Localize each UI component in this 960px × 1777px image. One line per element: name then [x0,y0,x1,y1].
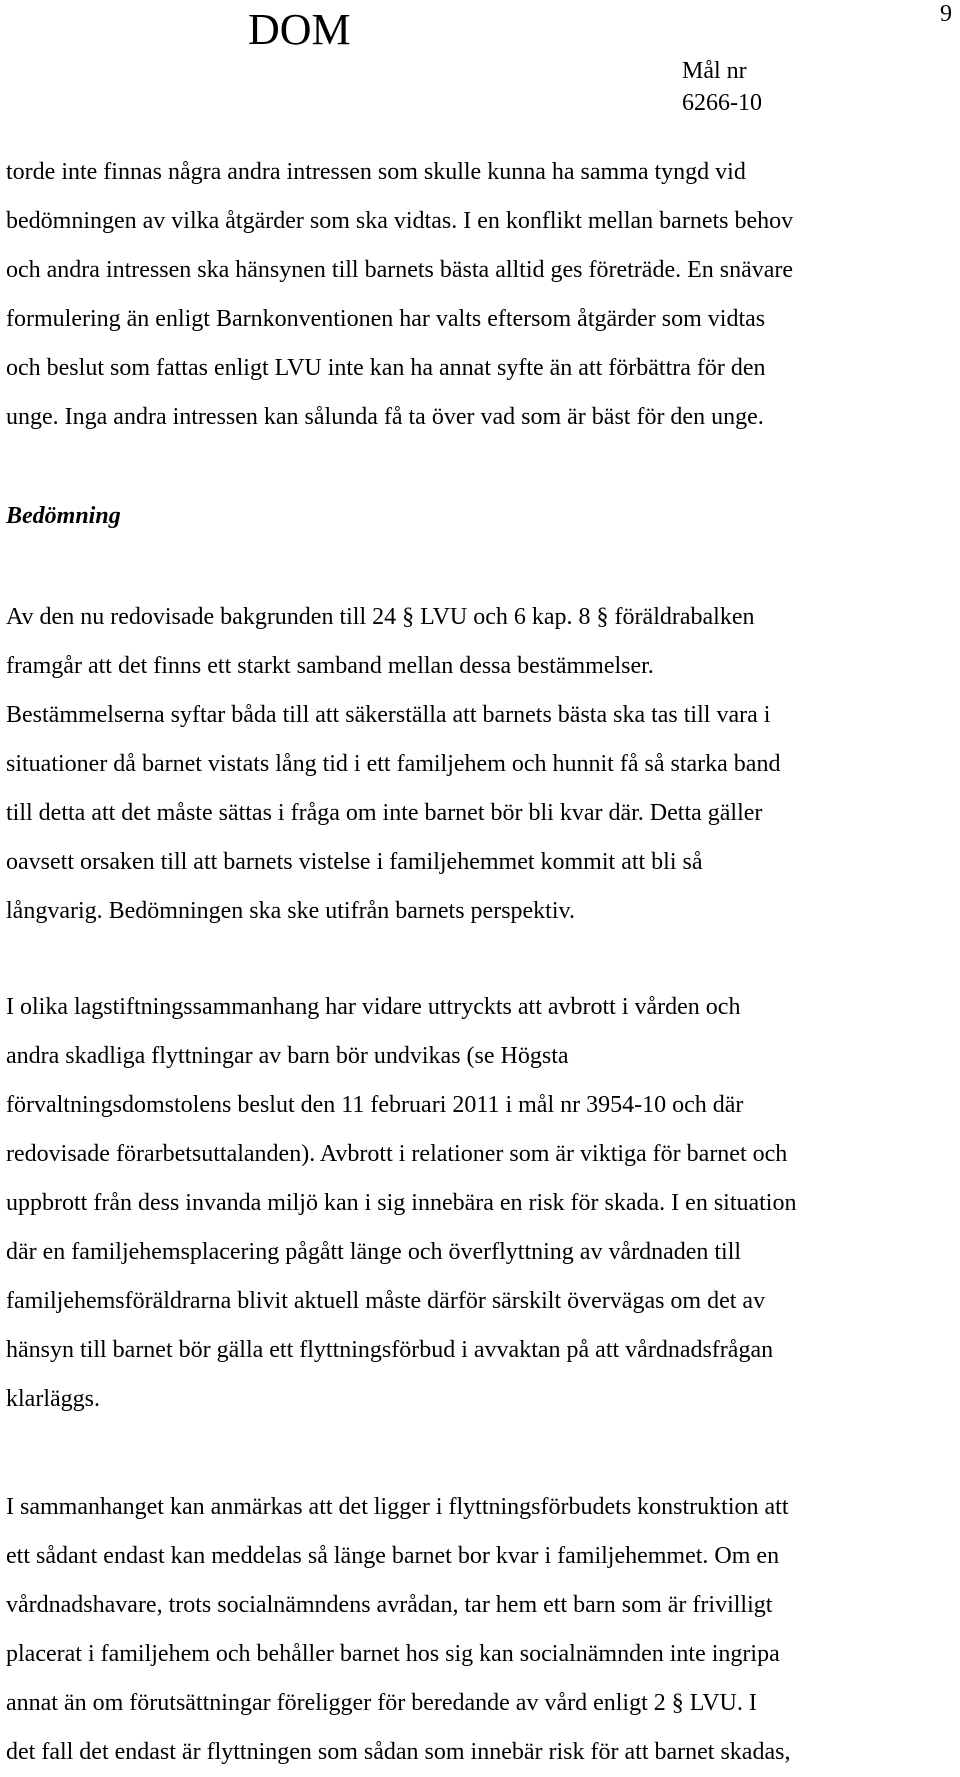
text-line: långvarig. Bedömningen ska ske utifrån barnets perspektiv. [6,898,575,924]
section-heading: Bedömning [6,503,121,529]
text-line: där en familjehemsplacering pågått länge och överflyttning av vårdnaden till [6,1239,742,1265]
text-line: I sammanhanget kan anmärkas att det ligger i flyttningsförbudets konstruktion att [6,1494,789,1520]
case-number-label: Mål nr [682,58,747,84]
text-line: förvaltningsdomstolens beslut den 11 februari 2011 i mål nr 3954-10 och där [6,1092,744,1118]
text-line: Av den nu redovisade bakgrunden till 24 § LVU och 6 kap. 8 § föräldrabalken [6,604,755,630]
text-line: klarläggs. [6,1386,100,1412]
case-number: 6266-10 [682,90,762,116]
text-line: det fall det endast är flyttningen som sådan som innebär risk för att barnet skadas, [6,1739,791,1765]
paragraph-1 [6,148,946,442]
text-line: redovisade förarbetsuttalanden). Avbrott i relationer som är viktiga för barnet och [6,1141,788,1167]
text-line: oavsett orsaken till att barnets vistelse i familjehemmet kommit att bli så [6,849,703,875]
text-line: formulering än enligt Barnkonventionen har valts eftersom åtgärder som vidtas [6,306,766,332]
text-line: situationer då barnet vistats lång tid i ett familjehem och hunnit få så starka band [6,751,781,777]
text-line: framgår att det finns ett starkt samband mellan dessa bestämmelser. [6,653,654,679]
paragraph-2 [6,593,946,936]
text-line: andra skadliga flyttningar av barn bör undvikas (se Högsta [6,1043,569,1069]
text-line: annat än om förutsättningar föreligger för beredande av vård enligt 2 § LVU. I [6,1690,757,1716]
text-line: hänsyn till barnet bör gälla ett flyttningsförbud i avvaktan på att vårdnadsfrågan [6,1337,774,1363]
document-title: DOM [248,5,351,54]
text-line: unge. Inga andra intressen kan sålunda få ta över vad som är bäst för den unge. [6,404,764,430]
text-line: I olika lagstiftningssammanhang har vidare uttryckts att avbrott i vården och [6,994,741,1020]
text-line: placerat i familjehem och behåller barnet hos sig kan socialnämnden inte ingripa [6,1641,780,1667]
paragraph-3 [6,983,946,1424]
text-line: och beslut som fattas enligt LVU inte kan ha annat syfte än att förbättra för den [6,355,766,381]
text-line: och andra intressen ska hänsynen till barnets bästa alltid ges företräde. En snävare [6,257,794,283]
paragraph-4 [6,1483,946,1777]
text-line: till detta att det måste sättas i fråga om inte barnet bör bli kvar där. Detta gäller [6,800,763,826]
text-line: ett sådant endast kan meddelas så länge barnet bor kvar i familjehemmet. Om en [6,1543,780,1569]
text-line: torde inte finnas några andra intressen som skulle kunna ha samma tyngd vid [6,159,746,185]
text-line: uppbrott från dess invanda miljö kan i sig innebära en risk för skada. I en situation [6,1190,797,1216]
text-line: familjehemsföräldrarna blivit aktuell måste därför särskilt övervägas om det av [6,1288,766,1314]
text-line: bedömningen av vilka åtgärder som ska vidtas. I en konflikt mellan barnets behov [6,208,794,234]
text-line: Bestämmelserna syftar båda till att säkerställa att barnets bästa ska tas till vara i [6,702,771,728]
page-number: 9 [940,1,952,27]
text-line: vårdnadshavare, trots socialnämndens avrådan, tar hem ett barn som är frivilligt [6,1592,773,1618]
